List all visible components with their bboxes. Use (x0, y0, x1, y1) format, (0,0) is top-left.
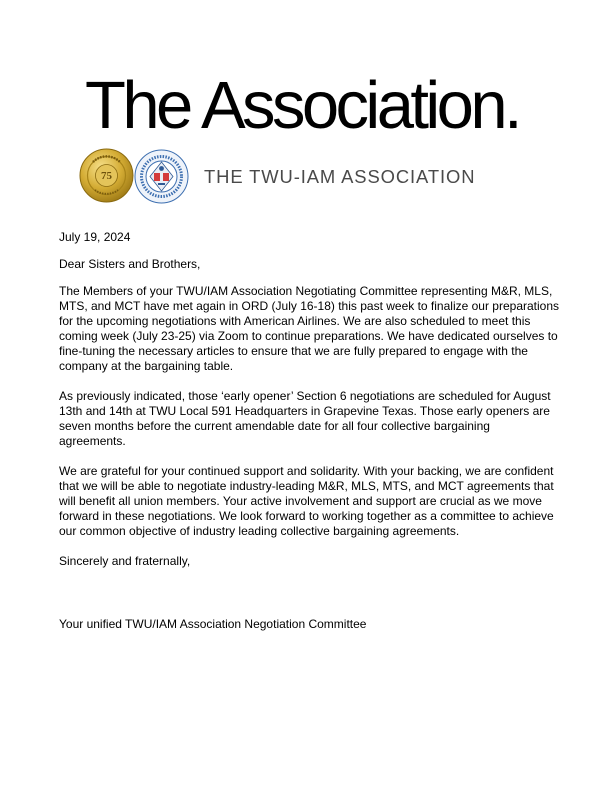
letter-body (59, 230, 559, 632)
twu-seal-logo (79, 148, 134, 203)
svg-text:75: 75 (101, 170, 112, 182)
masthead-title: The Association. (85, 68, 520, 143)
signature: Your unified TWU/IAM Association Negotiation Committee (59, 617, 367, 631)
salutation: Dear Sisters and Brothers, (59, 257, 201, 271)
iam-seal-logo (134, 149, 189, 204)
paragraph: As previously indicated, those ‘early opener’ Section 6 negotiations are scheduled for August 13th and 14th at TWU Local 591 Headquarters in Grapevine Texas. Those early openers are seven months before the current amendable date for all four collective bargaining agreements. (59, 389, 551, 448)
closing: Sincerely and fraternally, (59, 554, 191, 568)
association-name: THE TWU-IAM ASSOCIATION (204, 166, 476, 187)
paragraph: We are grateful for your continued support and solidarity. With your backing, we are confident that we will be able to negotiate industry-leading M&R, MLS, MTS, and MCT agreements that will benefit all union members. Your active involvement and support are crucial as we move forward in these negotiations. We look forward to working together as a committee to achieve our common objective of industry leading collective bargaining agreements. (59, 464, 554, 538)
letter-date: July 19, 2024 (59, 230, 131, 244)
paragraph: The Members of your TWU/IAM Association Negotiating Committee representing M&R, MLS, MTS, and MCT have met again in ORD (July 16-18) this past week to finalize our preparations for the upcoming negotiations with American Airlines. We are also scheduled to meet this coming week (July 23-25) via Zoom to continue preparations. We have dedicated ourselves to fine-tuning the necessary articles to ensure that we are fully prepared to engage with the company at the bargaining table. (59, 284, 560, 373)
